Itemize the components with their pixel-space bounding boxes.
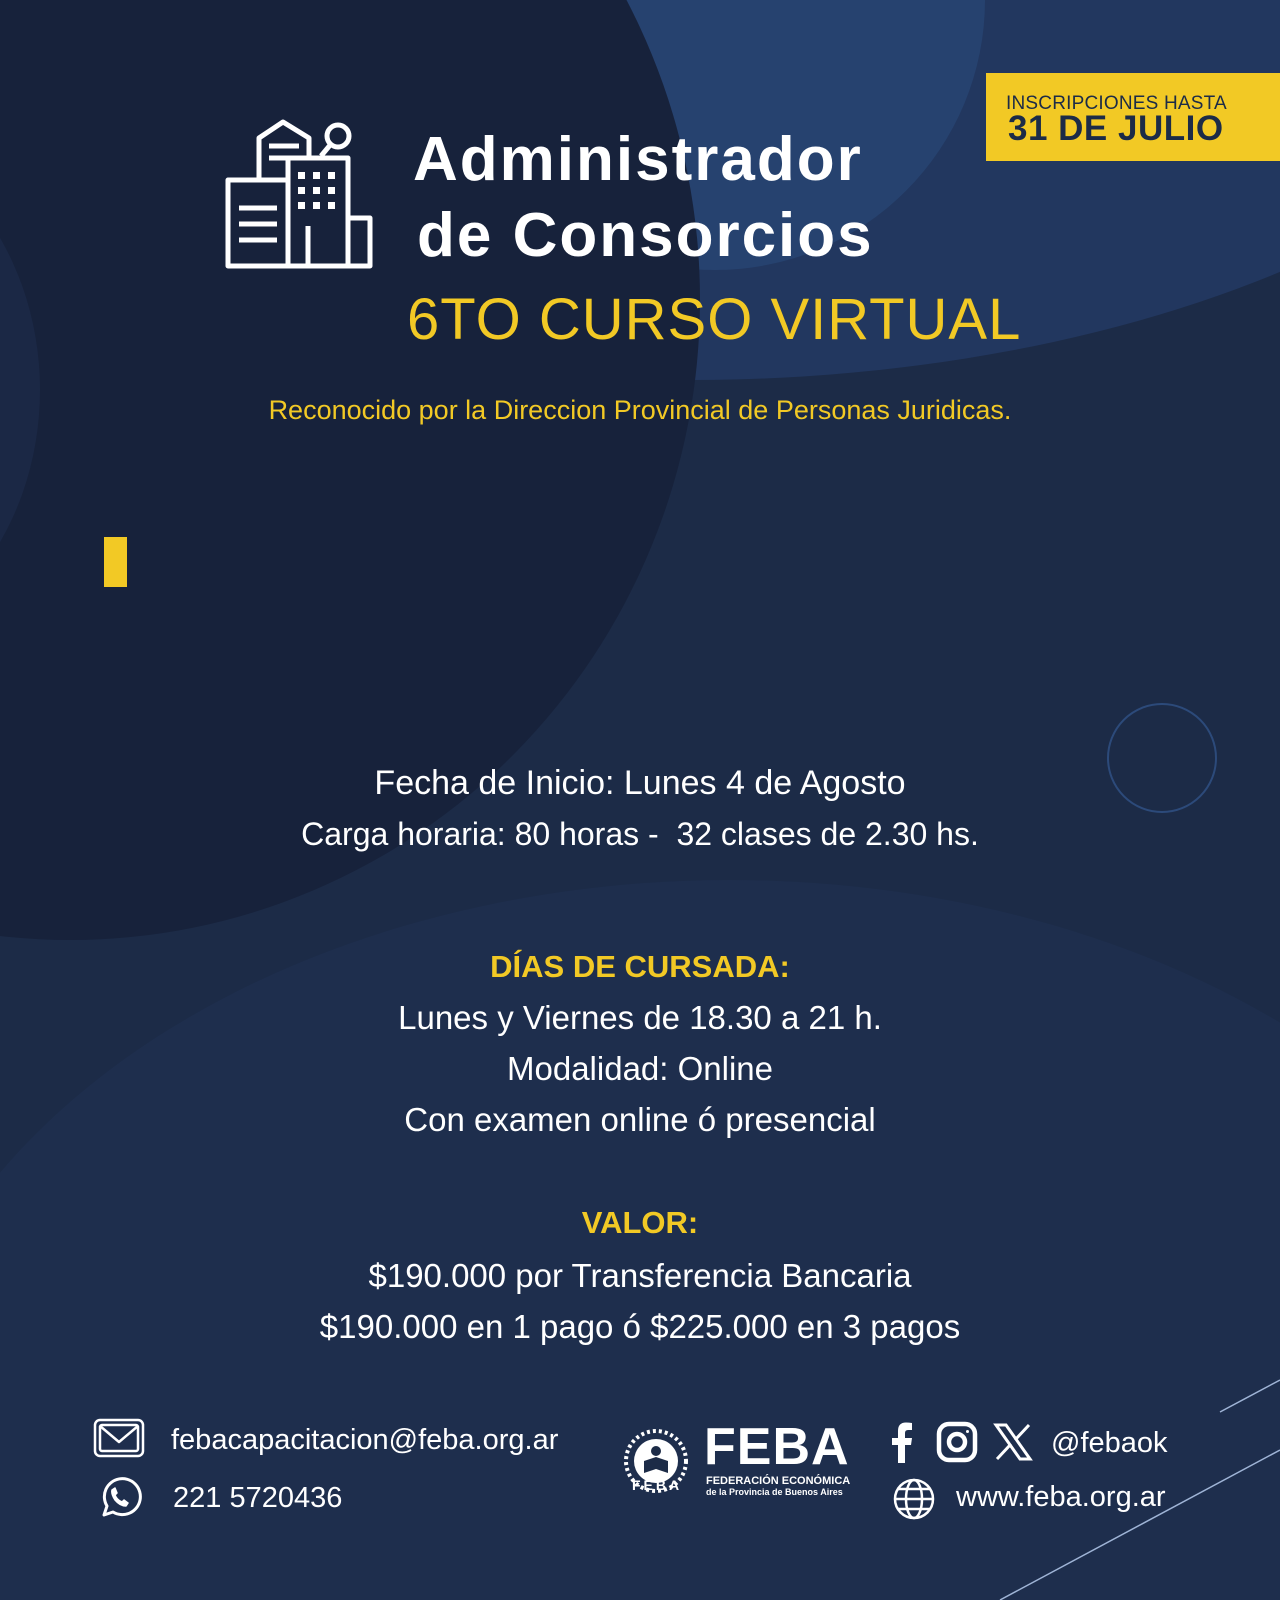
course-subtitle: 6TO CURSO VIRTUAL [407,287,1022,352]
badge-line1: INSCRIPCIONES HASTA [1006,93,1227,114]
social-handle[interactable]: @febaok [1051,1427,1168,1459]
recognition-text: Reconocido por la Direccion Provincial de Personas Juridicas. [268,395,1012,425]
x-icon[interactable] [993,1422,1033,1462]
contact-phone[interactable]: 221 5720436 [173,1482,343,1514]
whatsapp-icon [96,1475,142,1521]
title-line1: Administrador [413,125,863,194]
start-date: Fecha de Inicio: Lunes 4 de Agosto [374,764,906,802]
feba-emblem-ring-text: FEBA [632,1477,683,1493]
cursada-line: Modalidad: Online [507,1050,773,1087]
section-marker [104,537,127,587]
valor-line: $190.000 por Transferencia Bancaria [368,1257,912,1294]
feba-logo-tagline: FEDERACIÓN ECONÓMICA [706,1475,851,1487]
cursada-line: Con examen online ó presencial [404,1101,876,1138]
feba-logo-tagline: de la Provincia de Buenos Aires [706,1487,843,1497]
course-load: Carga horaria: 80 horas - 32 clases de 2.30 hs. [301,816,979,852]
mail-icon [93,1418,145,1458]
feba-logo [622,1418,862,1505]
cursada-line: Lunes y Viernes de 18.30 a 21 h. [398,999,882,1036]
title-line2: de Consorcios [417,201,874,270]
globe-icon [892,1477,936,1521]
building-icon [225,118,375,270]
instagram-icon[interactable] [936,1421,978,1463]
valor-line: $190.000 en 1 pago ó $225.000 en 3 pagos [319,1308,961,1345]
badge-line2: 31 DE JULIO [1008,109,1224,148]
valor-heading: VALOR: [581,1205,699,1240]
contact-email[interactable]: febacapacitacion@feba.org.ar [171,1424,559,1456]
website-link[interactable]: www.feba.org.ar [956,1481,1166,1513]
feba-logo-name: FEBA [704,1418,850,1476]
cursada-heading: DÍAS DE CURSADA: [490,949,790,984]
facebook-icon[interactable] [890,1421,914,1463]
registration-badge [986,73,1280,161]
